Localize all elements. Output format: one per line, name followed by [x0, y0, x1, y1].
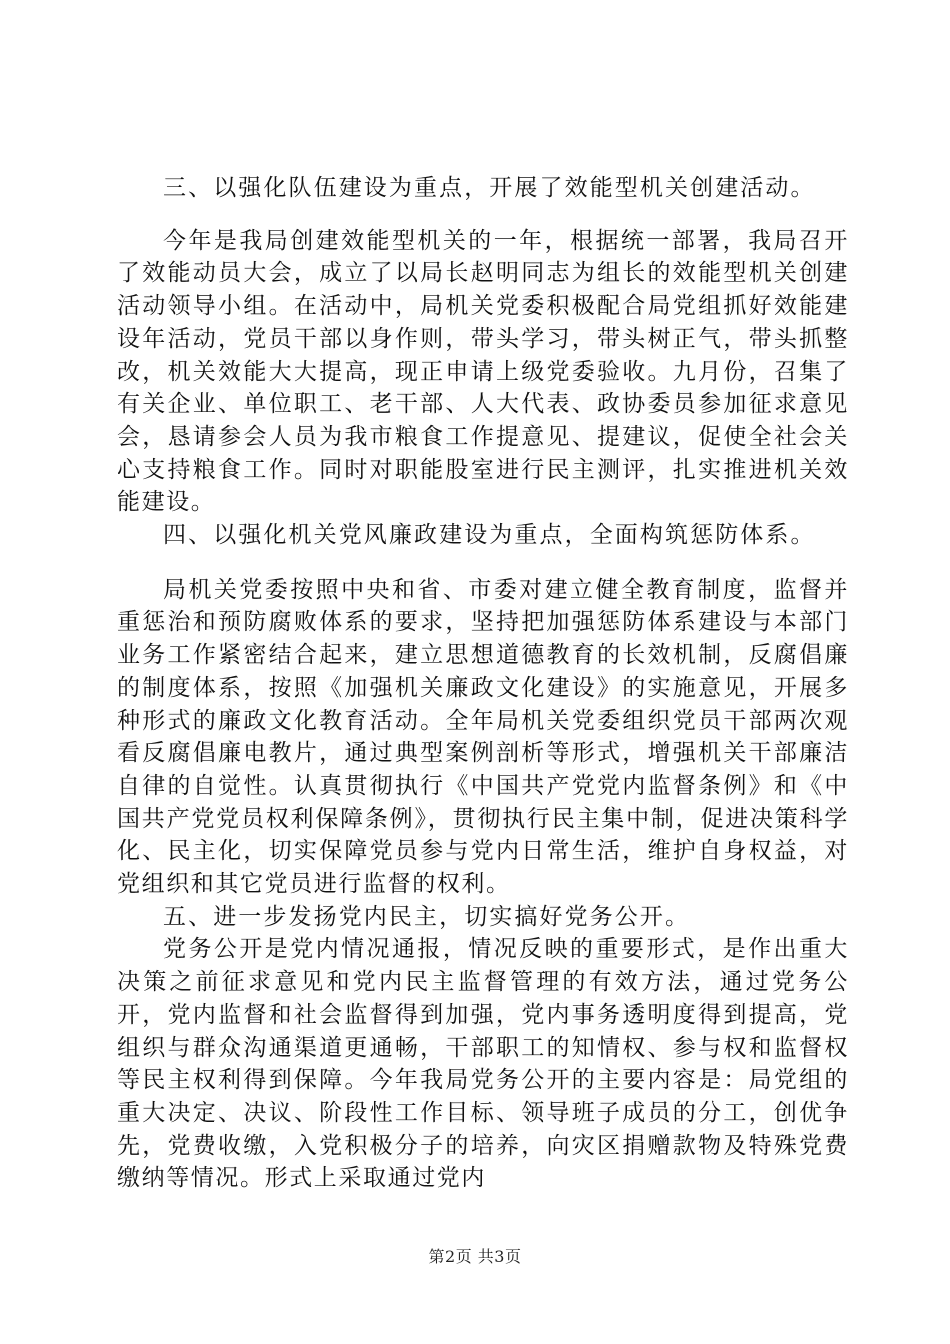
section-body-4: 局机关党委按照中央和省、市委对建立健全教育制度，监督并重惩治和预防腐败体系的要求，坚持把加强惩防体系建设与本部门业务工作紧密结合起来，建立思想道德教育的长效机制，反腐倡廉的制度体系，按照《加强机关廉政文化建设》的实施意见，开展多种形式的廉政文化教育活动。全年局机关党委组织党员干部两次观看反腐倡廉电教片，通过典型案例剖析等形式，增强机关干部廉洁自律的自觉性。认真贯彻执行《中国共产党党内监督条例》和《中国共产党党员权利保障条例》，贯彻执行民主集中制，促进决策科学化、民主化，切实保障党员参与党内日常生活，维护自身权益，对党组织和其它党员进行监督的权利。 — [117, 576, 849, 898]
section-body-3: 今年是我局创建效能型机关的一年，根据统一部署，我局召开了效能动员大会，成立了以局长赵明同志为组长的效能型机关创建活动领导小组。在活动中，局机关党委积极配合局党组抓好效能建设年活动，党员干部以身作则，带头学习，带头树正气，带头抓整改，机关效能大大提高，现正申请上级党委验收。九月份，召集了有关企业、单位职工、老干部、人大代表、政协委员参加征求意见会，恳请参会人员为我市粮食工作提意见、提建议，促使全社会关心支持粮食工作。同时对职能股室进行民主测评，扎实推进机关效能建设。 — [117, 227, 849, 516]
document-body — [117, 172, 849, 1195]
section-heading-4: 四、以强化机关党风廉政建设为重点，全面构筑惩防体系。 — [163, 522, 816, 549]
section-heading-5: 五、进一步发扬党内民主，切实搞好党务公开。 — [163, 903, 691, 930]
section-body-5: 党务公开是党内情况通报，情况反映的重要形式，是作出重大决策之前征求意见和党内民主监督管理的有效方法，通过党务公开，党内监督和社会监督得到加强，党内事务透明度得到提高，党组织与群众沟通渠道更通畅，干部职工的知情权、参与权和监督权等民主权利得到保障。今年我局党务公开的主要内容是：局党组的重大决定、决议、阶段性工作目标、领导班子成员的分工，创优争先，党费收缴，入党积极分子的培养，向灾区捐赠款物及特殊党费缴纳等情况。形式上采取通过党内 — [117, 936, 849, 1192]
section-heading-3: 三、以强化队伍建设为重点，开展了效能型机关创建活动。 — [163, 175, 816, 201]
page-number-footer: 第2页 共3页 — [428, 1247, 522, 1266]
